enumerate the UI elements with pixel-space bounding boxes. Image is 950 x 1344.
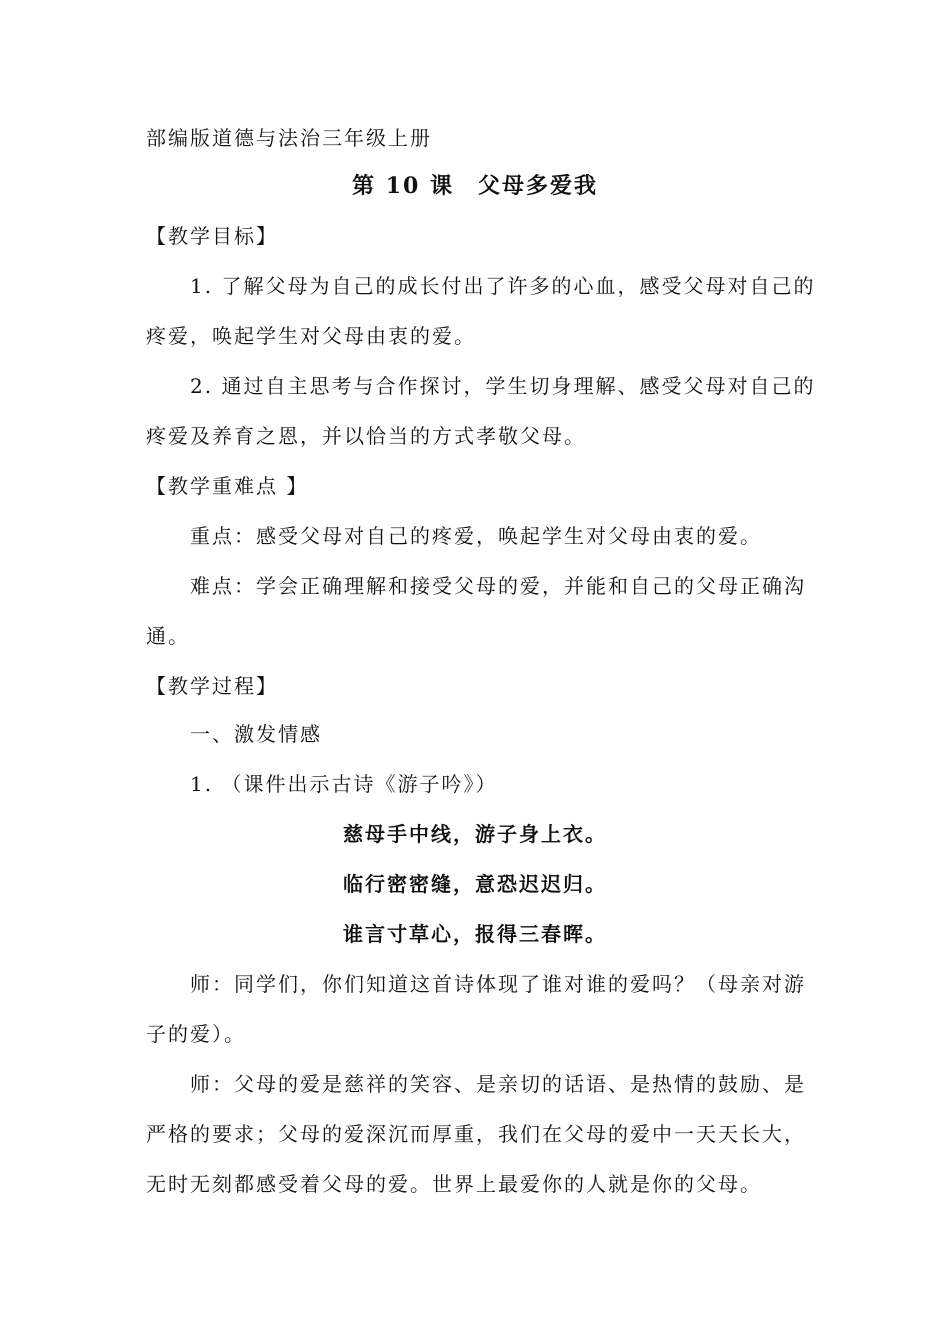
teacher-remark-2-line-3: 无时无刻都感受着父母的爱。世界上最爱你的人就是你的父母。 [146, 1172, 762, 1196]
step-1: 1. （课件出示古诗《游子吟》） [190, 772, 498, 796]
key-points-heading: 【教学重难点 】 [146, 474, 309, 498]
teacher-remark-1-line-1: 师：同学们，你们知道这首诗体现了谁对谁的爱吗？（母亲对游 [190, 972, 806, 996]
objective-2-line-2: 疼爱及养育之恩，并以恰当的方式孝敬父母。 [146, 424, 586, 448]
objective-2-line-1: 2. 通过自主思考与合作探讨，学生切身理解、感受父母对自己的 [190, 374, 816, 398]
teacher-remark-2-line-2: 严格的要求；父母的爱深沉而厚重，我们在父母的爱中一天天长大， [146, 1122, 806, 1146]
teacher-remark-2-line-1: 师：父母的爱是慈祥的笑容、是亲切的话语、是热情的鼓励、是 [190, 1072, 806, 1096]
section-1-heading: 一、激发情感 [190, 722, 322, 746]
difficulty-line-2: 通。 [146, 624, 190, 648]
book-title: 部编版道德与法治三年级上册 [146, 126, 432, 150]
difficulty-line-1: 难点：学会正确理解和接受父母的爱，并能和自己的父母正确沟 [190, 574, 806, 598]
poem-line-3: 谁言寸草心，报得三春晖。 [343, 922, 607, 946]
poem-line-2: 临行密密缝，意恐迟迟归。 [343, 872, 607, 896]
process-heading: 【教学过程】 [146, 674, 278, 698]
teacher-remark-1-line-2: 子的爱）。 [146, 1022, 246, 1046]
poem-line-1: 慈母手中线，游子身上衣。 [343, 822, 607, 846]
objectives-heading: 【教学目标】 [146, 224, 278, 248]
objective-1-line-1: 1. 了解父母为自己的成长付出了许多的心血，感受父母对自己的 [190, 274, 816, 298]
focus-point: 重点：感受父母对自己的疼爱，唤起学生对父母由衷的爱。 [190, 524, 762, 548]
lesson-title: 第 10 课 父母多爱我 [352, 173, 598, 199]
objective-1-line-2: 疼爱，唤起学生对父母由衷的爱。 [146, 324, 476, 348]
